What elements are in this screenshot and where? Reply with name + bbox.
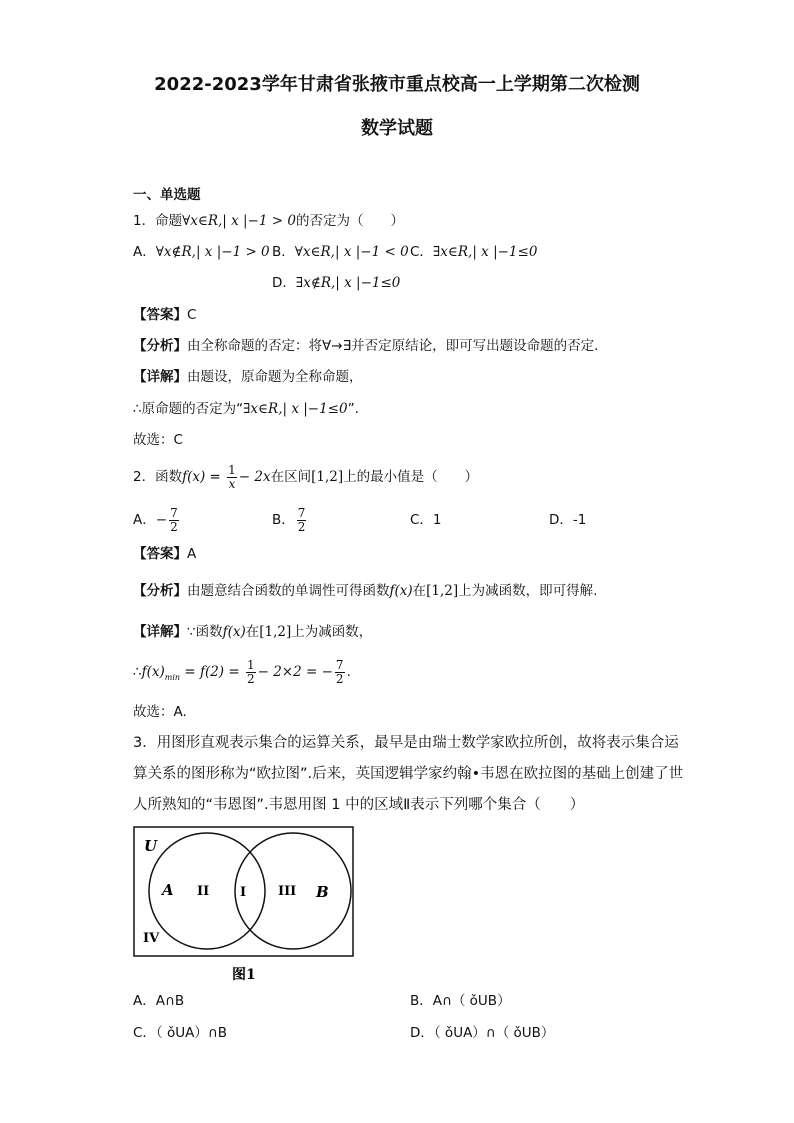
page-subtitle: 数学试题: [361, 118, 433, 139]
q1-analysis-text: 由全称命题的否定：将∀→∃并否定原结论，即可写出题设命题的否定.: [187, 338, 599, 354]
q2-answer-value: A: [187, 546, 197, 562]
q2-stem: [133, 462, 478, 492]
q3-option-b: B．A∩（ ǒUB）: [410, 993, 511, 1009]
q2-frac-den: x: [228, 476, 236, 491]
q2-calc-end: .: [346, 664, 351, 680]
q2-stem-interval: [1,2]: [311, 469, 344, 485]
q2-answer-tag: 【答案】: [133, 546, 187, 562]
q2-option-c: C．1: [410, 512, 442, 528]
q2-stem-post: 上的最小值是（ ）: [343, 469, 479, 485]
region-iii-label: III: [278, 884, 297, 899]
q2-stem-rest: − 2x: [238, 469, 271, 485]
set-b-label: B: [316, 883, 329, 901]
q1-analysis-tag: 【分析】: [133, 338, 187, 354]
q3-option-d: D．（ ǒUA）∩（ ǒUB）: [410, 1025, 555, 1041]
q2-detail-post: 上为减函数，: [291, 624, 373, 640]
q1-option-d-label: D．: [272, 275, 296, 291]
q2-stem-f: f: [182, 469, 188, 485]
q2-detail-pre: ∵函数: [187, 624, 223, 640]
q2-analysis: [133, 582, 597, 600]
q2-frac-num: 1: [228, 462, 236, 477]
q1-stem-post: 的否定为（ ）: [295, 213, 404, 229]
q2-stem-pre: 2．函数: [133, 469, 183, 485]
q2-option-b-fraction: [297, 507, 307, 534]
q3-stem-line3: 人所熟知的“韦恩图”.韦恩用图 1 中的区域Ⅱ表示下列哪个集合（ ）: [133, 797, 585, 813]
q1-option-d: [272, 274, 400, 292]
page-title: 2022-2023学年甘肃省张掖市重点校高一上学期第二次检测: [154, 74, 640, 95]
q2-detail-interval: [1,2]: [259, 624, 292, 640]
q1-answer-tag: 【答案】: [133, 307, 187, 323]
q1-detail-text: 由题设，原命题为全称命题，: [187, 369, 363, 385]
q2-analysis-interval: [1,2]: [426, 583, 459, 599]
q2-option-a-fraction: [169, 507, 179, 534]
q2-option-a-sign: −: [155, 512, 168, 528]
figure-caption: 图1: [232, 967, 256, 983]
q2-answer: [133, 545, 196, 563]
q2-calc-fraction1: [246, 659, 256, 686]
q2-calc-den: 2: [246, 671, 255, 686]
region-i-label: I: [240, 885, 247, 900]
q2-detail-mid: 在: [245, 624, 260, 640]
q2-choice: 故选：A.: [133, 704, 187, 720]
q1-option-b-label: B．: [272, 244, 295, 260]
q2-calc-sub: min: [164, 673, 181, 682]
q1-analysis: [133, 337, 598, 355]
q1-detail: [133, 368, 363, 386]
q2-analysis-pre: 由题意结合函数的单调性可得函数: [187, 583, 390, 599]
q2-analysis-post: 上为减函数，即可得解.: [458, 583, 598, 599]
q2-calculation: [133, 657, 351, 693]
q1-detail2-math: ∃x∈R,| x |−1≤0: [243, 401, 348, 417]
q2-stem-x: (x): [187, 469, 206, 485]
q1-choice: 故选：C: [133, 432, 183, 448]
q2-calc-num: 1: [246, 657, 255, 672]
q2-calc-fraction2: [335, 659, 345, 686]
q2-option-a-label: A．: [133, 512, 156, 528]
q2-option-b-num: 7: [297, 505, 306, 520]
q2-calc-rest: − 2×2 = −: [257, 664, 333, 680]
universe-label: U: [144, 837, 158, 855]
region-ii-label: II: [197, 884, 210, 899]
q1-stem-pre: 1．命题: [133, 213, 183, 229]
q2-option-a-num: 7: [170, 505, 178, 520]
set-a-label: A: [162, 881, 174, 899]
q2-calc-num2: 7: [335, 657, 344, 672]
q2-detail: [133, 623, 372, 641]
q1-detail-line2: [133, 400, 359, 418]
q2-analysis-tag: 【分析】: [133, 583, 187, 599]
q2-calc-den2: 2: [335, 671, 344, 686]
q1-stem-math: ∀x∈R,| x |−1 > 0: [182, 213, 296, 229]
q1-answer-value: C: [187, 307, 197, 323]
q1-detail2-pre: ∴原命题的否定为“: [133, 401, 244, 417]
section-header: 一、单选题: [133, 187, 201, 203]
q3-stem-line2: 算关系的图形称为“欧拉图”.后来，英国逻辑学家约翰•韦恩在欧拉图的基础上创建了世: [133, 766, 684, 782]
q2-option-b: [272, 505, 308, 535]
q2-option-a-den: 2: [170, 519, 178, 534]
q3-option-a: A．A∩B: [133, 993, 185, 1009]
q2-option-b-label: B．: [272, 512, 295, 528]
q1-option-c: [410, 243, 537, 261]
q2-option-d: D．-1: [549, 512, 587, 528]
q2-option-a: [133, 505, 181, 535]
venn-diagram: [133, 825, 357, 987]
q1-option-a-label: A．: [133, 244, 156, 260]
q1-option-d-math: ∃x∉R,| x |−1≤0: [295, 275, 401, 291]
q2-stem-eq: =: [205, 469, 226, 485]
q1-option-c-math: ∃x∈R,| x |−1≤0: [432, 244, 538, 260]
q1-option-a: [133, 243, 270, 261]
q1-option-b-math: ∀x∈R,| x |−1 < 0: [294, 244, 409, 260]
region-iv-label: IV: [143, 931, 160, 946]
q1-detail2-post: ”.: [347, 401, 359, 417]
q2-calc-mid: = f(2) =: [180, 664, 244, 680]
q2-calc-fx: f(x): [141, 664, 165, 680]
q2-detail-fx: f(x): [222, 624, 246, 640]
q2-stem-fraction: [227, 464, 237, 491]
q2-analysis-fx: f(x): [389, 583, 413, 599]
q3-stem-line1: 3．用图形直观表示集合的运算关系，最早是由瑞士数学家欧拉所创，故将表示集合运: [133, 735, 679, 751]
q2-calc-pre: ∴: [133, 664, 142, 680]
q1-detail-tag: 【详解】: [133, 369, 187, 385]
q2-detail-tag: 【详解】: [133, 624, 187, 640]
q2-analysis-mid: 在: [412, 583, 427, 599]
q1-option-c-label: C．: [410, 244, 433, 260]
q1-stem: [133, 212, 404, 230]
q3-option-c: C．（ ǒUA）∩B: [133, 1025, 227, 1041]
q1-option-b: [272, 243, 409, 261]
q1-answer: [133, 306, 196, 324]
q2-stem-mid: 在区间: [270, 469, 312, 485]
q1-option-a-math: ∀x∉R,| x |−1 > 0: [155, 244, 270, 260]
q2-option-b-den: 2: [297, 519, 306, 534]
